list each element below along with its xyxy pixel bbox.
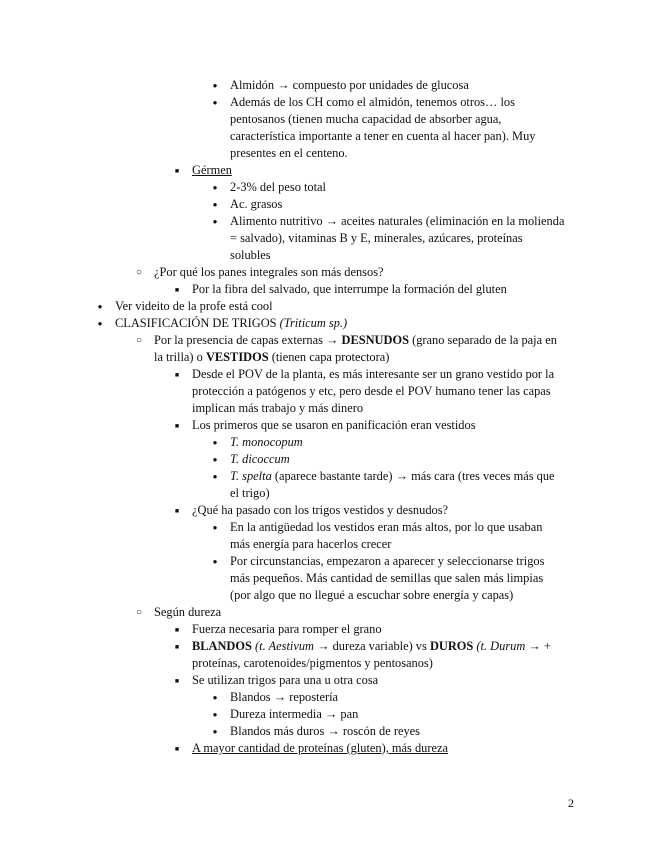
bullet	[132, 264, 146, 282]
text-run: Los primeros que se usaron en panificación eran vestidos	[192, 418, 476, 432]
text-run: Blandos → repostería	[230, 690, 339, 704]
list-line	[0, 179, 655, 196]
list-line	[0, 111, 655, 128]
list-line	[0, 383, 655, 400]
bullet	[208, 196, 222, 214]
text-run: Por la fibra del salvado, que interrumpe la formación del gluten	[192, 282, 507, 296]
list-line	[0, 366, 655, 383]
list-line	[0, 553, 655, 570]
text-run: T. spelta	[230, 469, 272, 483]
bullet	[170, 740, 184, 759]
text-run: ¿Por qué los panes integrales son más densos?	[154, 265, 384, 279]
text-run: BLANDOS	[192, 639, 252, 653]
list-line	[0, 315, 655, 332]
text-run: implican más trabajo y más dinero	[192, 401, 364, 415]
list-line	[0, 723, 655, 740]
list-line	[0, 332, 655, 349]
text-run: Según dureza	[154, 605, 222, 619]
list-line	[0, 417, 655, 434]
text-run: presentes en el centeno.	[230, 146, 348, 160]
text-run: → +	[525, 639, 551, 653]
text-run: Blandos más duros → roscón de reyes	[230, 724, 420, 738]
list-line	[0, 247, 655, 264]
text-run: (t. Durum	[476, 639, 526, 653]
list-line	[0, 349, 655, 366]
text-run: CLASIFICACIÓN DE TRIGOS	[115, 316, 280, 330]
text-run: (por algo que no llegué a escuchar sobre energía y capas)	[230, 588, 514, 602]
bullet	[208, 77, 222, 95]
list-line	[0, 434, 655, 451]
text-run: (aparece bastante tarde) → más cara (tres veces más que	[271, 469, 555, 483]
text-run: (t. Aestivum	[255, 639, 314, 653]
list-line	[0, 655, 655, 672]
bullet	[208, 468, 222, 486]
text-run: T. dicoccum	[230, 452, 290, 466]
list-line	[0, 281, 655, 298]
bullet	[93, 315, 107, 333]
text-run: Gérmen	[192, 163, 232, 177]
text-run: Además de los CH como el almidón, tenemos otros… los	[230, 95, 515, 109]
list-line	[0, 689, 655, 706]
list-line	[0, 638, 655, 655]
list-line	[0, 94, 655, 111]
bullet	[208, 706, 222, 724]
list-line	[0, 519, 655, 536]
text-run: (tienen capa protectora)	[268, 350, 390, 364]
text-run: (Triticum sp.)	[279, 316, 348, 330]
text-run: Desde el POV de la planta, es más interesante ser un grano vestido por la	[192, 367, 555, 381]
list-line	[0, 162, 655, 179]
list-line	[0, 740, 655, 757]
text-run: → dureza variable) vs	[313, 639, 430, 653]
text-run: DUROS	[429, 639, 474, 653]
list-line	[0, 502, 655, 519]
text-run: Ver videito de la profe está cool	[115, 299, 273, 313]
list-line	[0, 468, 655, 485]
text-run: DESNUDOS	[341, 333, 409, 347]
text-run: solubles	[230, 248, 271, 262]
list-line	[0, 145, 655, 162]
text-run: T. monocopum	[230, 435, 303, 449]
list-line	[0, 298, 655, 315]
list-line	[0, 400, 655, 417]
list-line	[0, 706, 655, 723]
list-line	[0, 196, 655, 213]
text-run: la trilla) o	[154, 350, 206, 364]
text-run: (grano separado de la paja en	[408, 333, 557, 347]
text-run: Alimento nutritivo → aceites naturales (eliminación en la molienda	[230, 214, 565, 228]
text-run: Se utilizan trigos para una u otra cosa	[192, 673, 379, 687]
text-run: pentosanos (tienen mucha capacidad de absorber agua,	[230, 112, 502, 126]
text-run: más energía para hacerlos crecer	[230, 537, 392, 551]
list-line	[0, 672, 655, 689]
list-line	[0, 621, 655, 638]
bullet	[208, 213, 222, 231]
list-line	[0, 230, 655, 247]
text-run: Por la presencia de capas externas →	[154, 333, 342, 347]
text-run: más pequeños. Más cantidad de semillas que salen más limpias	[230, 571, 544, 585]
list-line	[0, 587, 655, 604]
text-run: 2-3% del peso total	[230, 180, 327, 194]
text-run: Ac. grasos	[230, 197, 283, 211]
text-run: el trigo)	[230, 486, 270, 500]
list-line	[0, 213, 655, 230]
bullet	[208, 179, 222, 197]
list-line	[0, 128, 655, 145]
text-run: = salvado), vitaminas B y E, minerales, azúcares, proteínas	[230, 231, 523, 245]
text-run: Por circunstancias, empezaron a aparecer y seleccionarse trigos	[230, 554, 545, 568]
bullet	[208, 434, 222, 452]
text-run: protección a patógenos y etc, pero desde el POV humano tener las capas	[192, 384, 551, 398]
list-line	[0, 485, 655, 502]
bullet	[208, 451, 222, 469]
list-line	[0, 536, 655, 553]
text-run: VESTIDOS	[205, 350, 269, 364]
list-line	[0, 77, 655, 94]
text-run: Dureza intermedia → pan	[230, 707, 359, 721]
text-run: proteínas, carotenoides/pigmentos y pentosanos)	[192, 656, 433, 670]
bullet	[132, 604, 146, 622]
list-line	[0, 604, 655, 621]
bullet	[93, 298, 107, 316]
text-run: ¿Qué ha pasado con los trigos vestidos y desnudos?	[192, 503, 449, 517]
list-line	[0, 264, 655, 281]
bullet	[208, 553, 222, 571]
list-line	[0, 570, 655, 587]
text-run: A mayor cantidad de proteínas (gluten), más dureza	[192, 741, 448, 755]
text-run: característica importante a tener en cuenta al hacer pan). Muy	[230, 129, 536, 143]
bullet	[208, 519, 222, 537]
list-line	[0, 451, 655, 468]
bullet	[208, 689, 222, 707]
text-run: Almidón → compuesto por unidades de glucosa	[230, 78, 469, 92]
page-number: 2	[568, 796, 574, 810]
text-run: Fuerza necesaria para romper el grano	[192, 622, 382, 636]
text-run: En la antigüedad los vestidos eran más altos, por lo que usaban	[230, 520, 543, 534]
bullet	[208, 94, 222, 112]
bullet	[132, 332, 146, 350]
bullet	[208, 723, 222, 741]
